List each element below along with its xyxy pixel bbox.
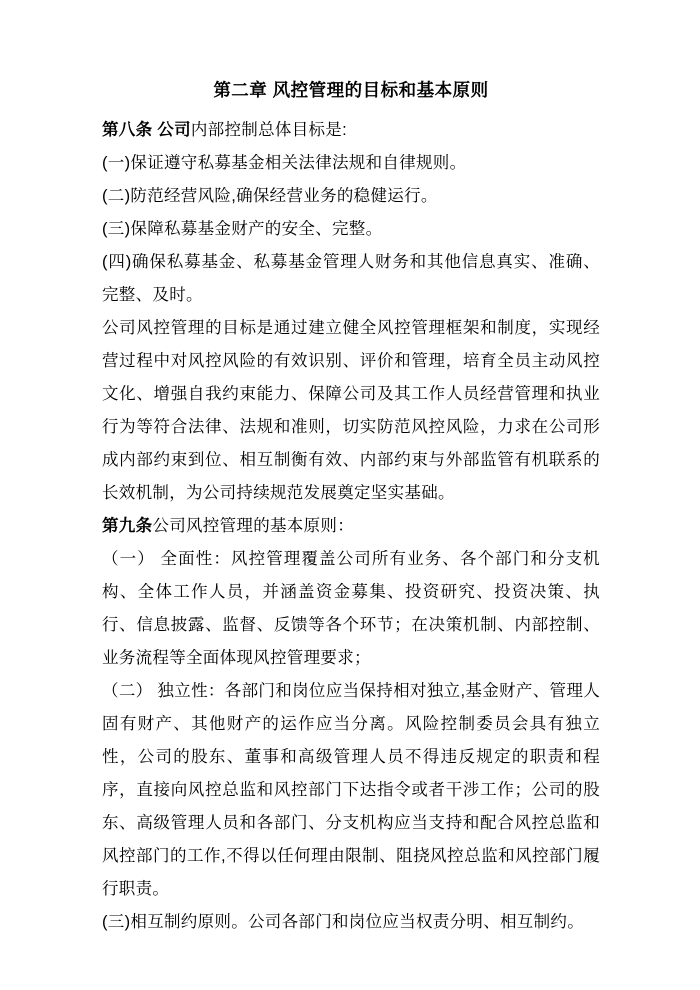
paragraph-text: （二） 独立性：各部门和岗位应当保持相对独立,基金财产、管理人固有财产、其他财产的运作应当分离。风险控制委员会具有独立性，公司的股东、董事和高级管理人员不得违反规定的职责和程序，直接向风控总监和风控部门下达指令或者干涉工作；公司的股东、高级管理人员和各部门、分支机构应当支持和配合风控总监和风控部门的工作,不得以任何理由限制、阻挠风控总监和风控部门履行职责。	[102, 682, 600, 898]
paragraph-text: （一） 全面性：风控管理覆盖公司所有业务、各个部门和分支机构、全体工作人员，并涵盖资金募集、投资研究、投资决策、执行、信息披露、监督、反馈等各个环节；在决策机制、内部控制、业务流程等全面体现风控管理要求；	[102, 550, 600, 667]
paragraph-text: (三)保障私募基金财产的安全、完整。	[102, 220, 383, 238]
document-body	[102, 114, 600, 939]
document-page	[102, 74, 600, 939]
paragraph	[102, 147, 600, 180]
paragraph-text: 公司风控管理的基本原则：	[152, 517, 355, 535]
paragraph	[102, 246, 600, 312]
document-title: 第二章 风控管理的目标和基本原则	[213, 80, 489, 100]
paragraph	[102, 510, 600, 543]
paragraph	[102, 180, 600, 213]
paragraph	[102, 114, 600, 147]
paragraph	[102, 675, 600, 906]
paragraph-text: (一)保证遵守私募基金相关法律法规和自律规则。	[102, 154, 467, 172]
paragraph-text: 公司风控管理的目标是通过建立健全风控管理框架和制度，实现经营过程中对风控风险的有效识别、评价和管理，培育全员主动风控文化、增强自我约束能力、保障公司及其工作人员经营管理和执业行为等符合法律、法规和准则，切实防范风控风险，力求在公司形成内部约束到位、相互制衡有效、内部约束与外部监管有机联系的长效机制，为公司持续规范发展奠定坚实基础。	[102, 319, 600, 502]
clause-number: 第八条 公司	[102, 121, 191, 139]
paragraph	[102, 906, 600, 939]
paragraph	[102, 312, 600, 510]
paragraph-text: (四)确保私募基金、私募基金管理人财务和其他信息真实、准确、完整、及时。	[102, 253, 600, 304]
paragraph-text: (二)防范经营风险,确保经营业务的稳健运行。	[102, 187, 438, 205]
paragraph-text: 内部控制总体目标是:	[190, 121, 347, 139]
paragraph	[102, 543, 600, 675]
paragraph	[102, 213, 600, 246]
paragraph-text: (三)相互制约原则。公司各部门和岗位应当权责分明、相互制约。	[102, 913, 584, 931]
clause-number: 第九条	[102, 517, 153, 535]
